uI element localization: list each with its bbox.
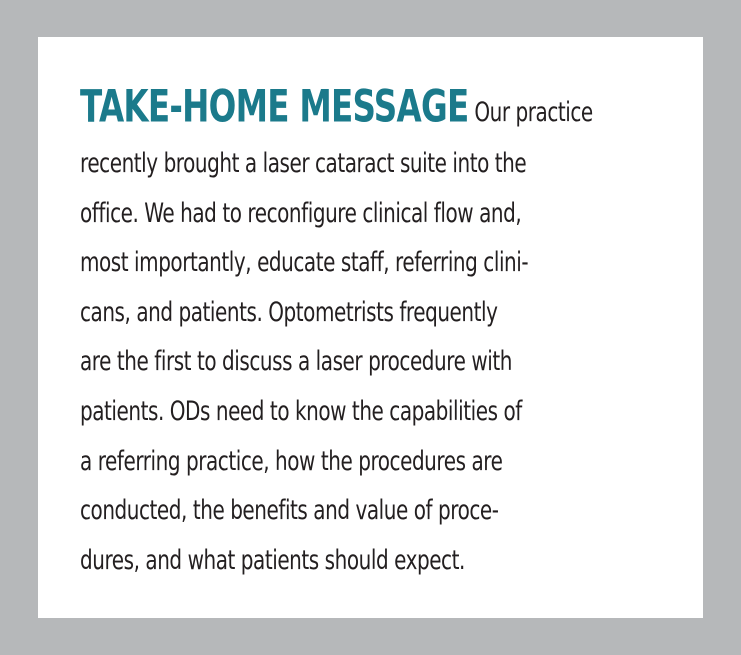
body-text-line: are the first to discuss a laser procedure with — [80, 346, 512, 378]
body-text-line: conducted, the benefits and value of proce- — [80, 495, 499, 527]
body-text-line: cans, and patients. Optometrists frequently — [80, 296, 498, 328]
body-text-line: Our practice — [474, 97, 593, 128]
first-line — [80, 75, 593, 139]
section-heading: TAKE-HOME MESSAGE — [80, 80, 469, 133]
message-body — [80, 75, 680, 585]
body-text-line: a referring practice, how the procedures are — [80, 445, 503, 477]
body-text-line: recently brought a laser cataract suite into the — [80, 148, 527, 179]
body-text-line: dures, and what patients should expect. — [80, 544, 465, 576]
body-text-line: office. We had to reconfigure clinical flow and, — [80, 197, 522, 229]
take-home-message-box — [38, 37, 703, 618]
body-text-line: most importantly, educate staff, referring clini- — [80, 247, 529, 279]
body-text-line: patients. ODs need to know the capabilities of — [80, 395, 522, 427]
